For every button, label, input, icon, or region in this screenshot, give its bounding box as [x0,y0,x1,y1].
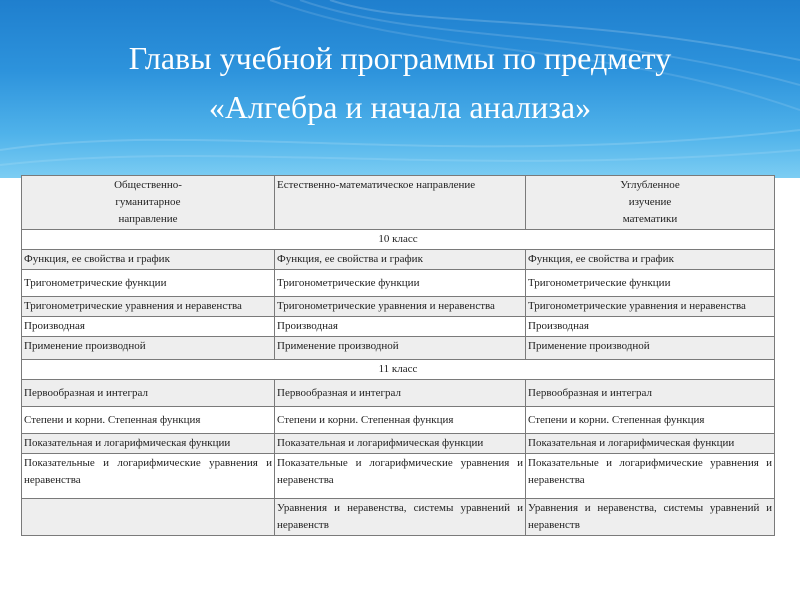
table-row [22,337,775,360]
table-row [22,434,775,454]
slide-header [0,0,800,178]
table-cell: Показательная и логарифмическая функции [526,434,775,454]
grade-11-row [22,360,775,380]
curriculum-table [21,175,775,536]
table-cell: Степени и корни. Степенная функция [526,407,775,434]
slide-title [0,34,800,132]
table-cell: Уравнения и неравенства, системы уравнений и неравенств [526,499,775,536]
table-cell: Степени и корни. Степенная функция [275,407,526,434]
table-cell: Тригонометрические функции [526,270,775,297]
table-cell: Показательные и логарифмические уравнения и неравенства [526,454,775,499]
table-cell: Степени и корни. Степенная функция [22,407,275,434]
header-natural-math: Естественно-математическое направление [275,176,526,230]
table-cell: Уравнения и неравенства, системы уравнений и неравенств [275,499,526,536]
title-line-2: «Алгебра и начала анализа» [208,89,592,125]
table-row [22,250,775,270]
table-cell: Функция, ее свойства и график [526,250,775,270]
table-cell: Применение производной [526,337,775,360]
header-humanities: Общественно- гуманитарное направление [22,176,275,230]
table-cell: Тригонометрические уравнения и неравенства [275,297,526,317]
table-row [22,317,775,337]
table-row [22,297,775,317]
table-row [22,499,775,536]
table-cell: Тригонометрические функции [275,270,526,297]
table-cell: Функция, ее свойства и график [22,250,275,270]
table-cell: Первообразная и интеграл [275,380,526,407]
table-cell: Производная [22,317,275,337]
table-cell: Показательные и логарифмические уравнения и неравенства [275,454,526,499]
table-header-row [22,176,775,230]
table-cell: Показательные и логарифмические уравнения и неравенства [22,454,275,499]
table-row [22,454,775,499]
table-row [22,380,775,407]
table-cell: Тригонометрические функции [22,270,275,297]
table-cell: Производная [275,317,526,337]
table-row [22,270,775,297]
table-cell: Тригонометрические уравнения и неравенства [22,297,275,317]
grade-10-row [22,230,775,250]
table-cell: Функция, ее свойства и график [275,250,526,270]
table-cell: Производная [526,317,775,337]
header-advanced-math: Углубленное изучение математики [526,176,775,230]
table-cell: Первообразная и интеграл [22,380,275,407]
table-cell: Первообразная и интеграл [526,380,775,407]
table-cell: Тригонометрические уравнения и неравенства [526,297,775,317]
table-cell: Применение производной [22,337,275,360]
table-cell [22,499,275,536]
title-line-1: Главы учебной программы по предмету [128,40,672,76]
table-cell: Показательная и логарифмическая функции [275,434,526,454]
table-cell: Показательная и логарифмическая функции [22,434,275,454]
table-cell: Применение производной [275,337,526,360]
grade-11-label: 11 класс [22,360,775,380]
table-row [22,407,775,434]
grade-10-label: 10 класс [22,230,775,250]
